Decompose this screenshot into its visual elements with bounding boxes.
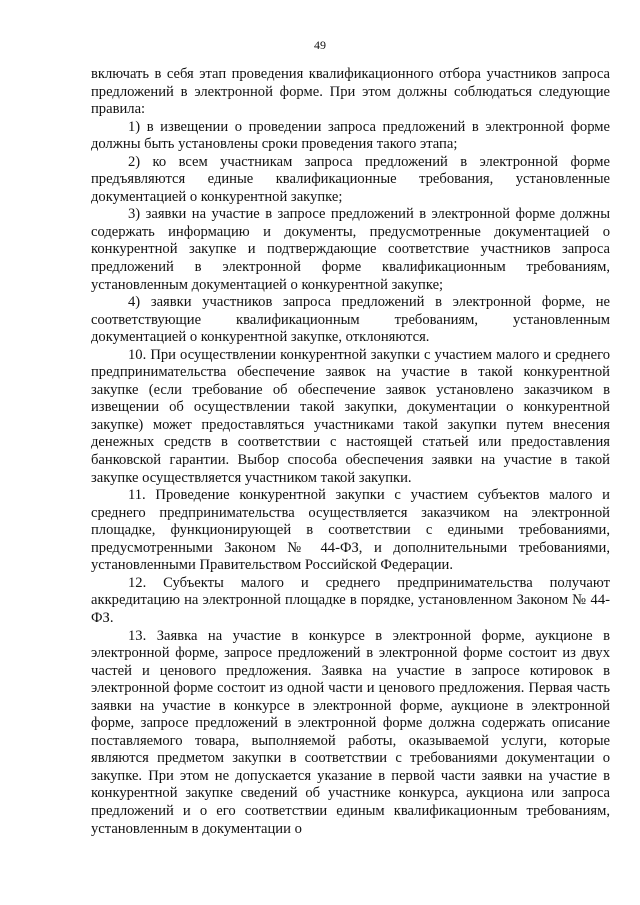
paragraph-rule-4: 4) заявки участников запроса предложений в электронной форме, не соответствующие квалификационным требованиям, установленным документацией о конкурентной закупке, отклоняются. xyxy=(91,294,610,346)
page-number: 49 xyxy=(314,38,326,52)
body-text xyxy=(91,66,610,838)
paragraph-clause-12: 12. Субъекты малого и среднего предпринимательства получают аккредитацию на электронной площадке в порядке, установленном Законом № 44-ФЗ. xyxy=(91,574,610,626)
paragraph-clause-11: 11. Проведение конкурентной закупки с участием субъектов малого и среднего предпринимательства осуществляется заказчиком на электронной площадке, функционирующей в соответствии с едиными требованиями, предусмотренными Законом № 44-ФЗ, и дополнительными требованиями, установленными Правительством Российской Федерации. xyxy=(91,487,610,574)
paragraph-continuation: включать в себя этап проведения квалификационного отбора участников запроса предложений в электронной форме. При этом должны соблюдаться следующие правила: xyxy=(91,66,610,118)
paragraph-clause-10: 10. При осуществлении конкурентной закупки с участием малого и среднего предпринимательства обеспечение заявок на участие в такой конкурентной закупке (если требование об обеспечение заявок установлено заказчиком в извещении об осуществлении такой закупки, документации о конкурентной закупке) может предоставляться участниками такой закупки путем внесения денежных средств в соответствии с настоящей статьей или предоставления банковской гарантии. Выбор способа обеспечения заявки на участие в такой закупке осуществляется участником такой закупки. xyxy=(91,346,610,486)
paragraph-rule-1: 1) в извещении о проведении запроса предложений в электронной форме должны быть установлены сроки проведения такого этапа; xyxy=(91,118,610,153)
paragraph-clause-13: 13. Заявка на участие в конкурсе в электронной форме, аукционе в электронной форме, запросе предложений в электронной форме состоит из двух частей и ценового предложения. Заявка на участие в запросе котировок в электронной форме состоит из одной части и ценового предложения. Первая часть заявки на участие в конкурсе в электронной форме, аукционе в электронной форме, запросе предложений в электронной форме должна содержать описание поставляемого товара, выполняемой работы, оказываемой услуги, которые являются предметом закупки в соответствии с требованиями документации о закупке. При этом не допускается указание в первой части заявки на участие в конкурентной закупке сведений об участнике конкурса, аукциона или запроса предложений и о его соответствии единым квалификационным требованиям, установленным в документации о xyxy=(91,627,610,837)
paragraph-rule-2: 2) ко всем участникам запроса предложений в электронной форме предъявляются единые квалификационные требования, установленные документацией о конкурентной закупке; xyxy=(91,153,610,205)
paragraph-rule-3: 3) заявки на участие в запросе предложений в электронной форме должны содержать информацию и документы, предусмотренные документацией о конкурентной закупке и подтверждающие соответствие участников запроса предложений в электронной форме квалификационным требованиям, установленным документацией о конкурентной закупке; xyxy=(91,206,610,293)
